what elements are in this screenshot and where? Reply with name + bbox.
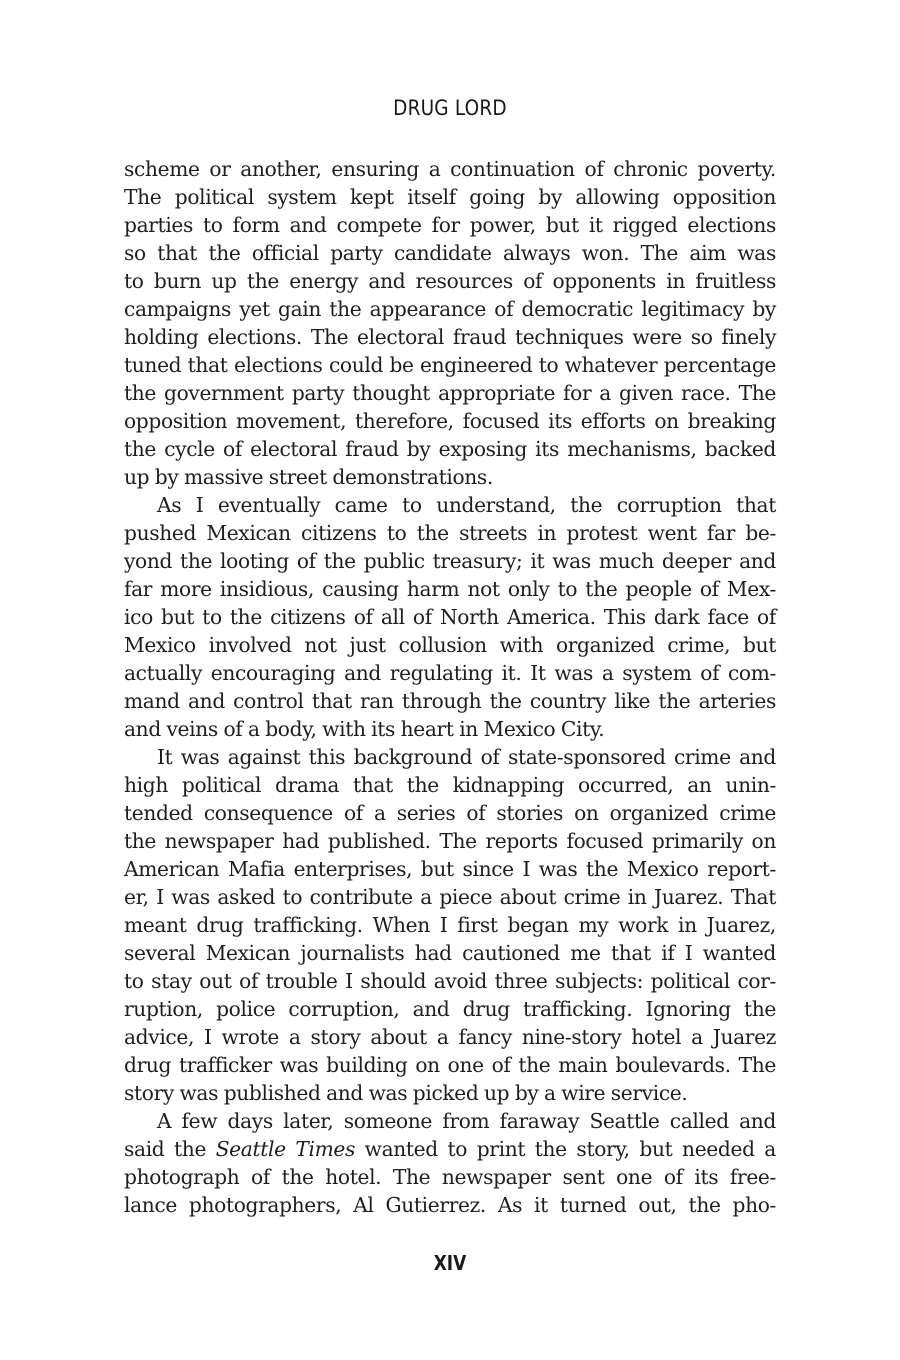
text-line: ico but to the citizens of all of North America. This dark face of	[124, 605, 776, 629]
text-line: As I eventually came to understand, the corruption that	[157, 493, 776, 517]
text-line: meant drug trafficking. When I first began my work in Juarez,	[124, 913, 776, 937]
text-line: photograph of the hotel. The newspaper sent one of its free-	[124, 1165, 776, 1189]
text-segment: said the	[124, 1137, 216, 1161]
paragraph	[124, 1107, 776, 1219]
text-line: holding elections. The electoral fraud techniques were so finely	[124, 325, 776, 349]
text-line: to burn up the energy and resources of opponents in fruitless	[124, 269, 776, 293]
text-line: and veins of a body, with its heart in Mexico City.	[124, 717, 605, 741]
text-line: The political system kept itself going by allowing opposition	[124, 185, 776, 209]
text-line: mand and control that ran through the country like the arteries	[124, 689, 776, 713]
paragraph	[124, 743, 776, 1107]
text-line: yond the looting of the public treasury; it was much deeper and	[124, 549, 776, 573]
text-line: drug trafficker was building on one of the main boulevards. The	[124, 1053, 776, 1077]
text-line: ruption, police corruption, and drug trafficking. Ignoring the	[124, 997, 776, 1021]
text-line: so that the official party candidate always won. The aim was	[124, 241, 776, 265]
text-line: It was against this background of state-sponsored crime and	[157, 745, 776, 769]
text-line: advice, I wrote a story about a fancy nine-story hotel a Juarez	[124, 1025, 776, 1049]
text-line: several Mexican journalists had cautioned me that if I wanted	[124, 941, 776, 965]
text-line: to stay out of trouble I should avoid three subjects: political cor-	[124, 969, 776, 993]
text-line: tuned that elections could be engineered to whatever percentage	[124, 353, 776, 377]
text-line: American Mafia enterprises, but since I was the Mexico report-	[124, 857, 776, 881]
text-line	[124, 1135, 776, 1163]
text-line: story was published and was picked up by a wire service.	[124, 1081, 688, 1105]
text-line: tended consequence of a series of stories on organized crime	[124, 801, 776, 825]
text-line: lance photographers, Al Gutierrez. As it turned out, the pho-	[124, 1193, 776, 1217]
text-line: the cycle of electoral fraud by exposing its mechanisms, backed	[124, 437, 776, 461]
running-head: DRUG LORD	[393, 96, 507, 120]
text-line: A few days later, someone from faraway Seattle called and	[157, 1109, 776, 1133]
text-line: actually encouraging and regulating it. It was a system of com-	[124, 661, 776, 685]
body-text	[124, 155, 776, 1219]
text-segment: wanted to print the story, but needed a	[354, 1137, 776, 1161]
publication-title: Seattle Times	[215, 1137, 355, 1161]
text-line: the government party thought appropriate for a given race. The	[124, 381, 776, 405]
text-line: pushed Mexican citizens to the streets in protest went far be-	[124, 521, 776, 545]
text-line: far more insidious, causing harm not only to the people of Mex-	[124, 577, 776, 601]
paragraph	[124, 155, 776, 491]
text-line: the newspaper had published. The reports focused primarily on	[124, 829, 776, 853]
text-line: opposition movement, therefore, focused its efforts on breaking	[124, 409, 776, 433]
page-number: XIV	[433, 1251, 467, 1275]
text-line: Mexico involved not just collusion with organized crime, but	[124, 633, 776, 657]
paragraph	[124, 491, 776, 743]
text-line: scheme or another, ensuring a continuation of chronic poverty.	[124, 157, 776, 181]
text-line: campaigns yet gain the appearance of democratic legitimacy by	[124, 297, 776, 321]
text-line: high political drama that the kidnapping occurred, an unin-	[124, 773, 776, 797]
text-line: parties to form and compete for power, but it rigged elections	[124, 213, 776, 237]
text-line: er, I was asked to contribute a piece about crime in Juarez. That	[124, 885, 776, 909]
text-line: up by massive street demonstrations.	[124, 465, 493, 489]
